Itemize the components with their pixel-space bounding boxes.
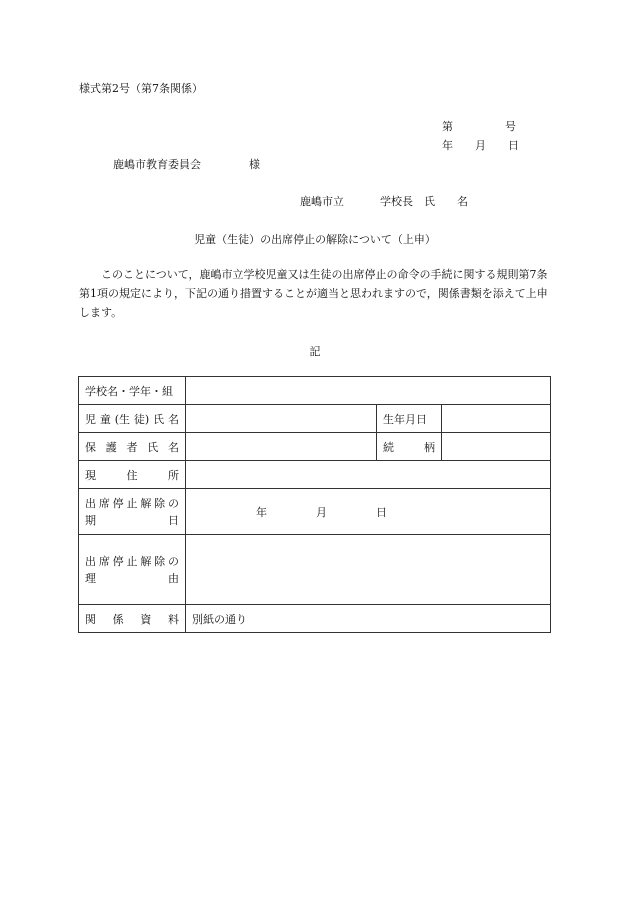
value-documents: 別紙の通り — [186, 605, 551, 633]
document-title: 児童（生徒）の出席停止の解除について（上申） — [194, 233, 436, 246]
sender-school: 鹿嶋市立 — [300, 195, 344, 208]
sender — [300, 193, 468, 209]
addressee — [113, 156, 260, 172]
row-guardian — [79, 433, 551, 461]
label-guardian-name: 保 護 者 氏 名 — [79, 433, 186, 461]
row-address — [79, 461, 551, 489]
addressee-honorific: 様 — [249, 158, 260, 171]
row-release-reason — [79, 535, 551, 605]
row-documents — [79, 605, 551, 633]
document-number — [442, 118, 516, 134]
info-table — [78, 376, 551, 633]
label-birthdate: 生年月日 — [377, 405, 442, 433]
sender-role: 学校長 氏 名 — [380, 195, 468, 208]
value-school-grade — [186, 377, 551, 405]
label-release-date: 出 席 停 止 解 除 の 期 日 — [79, 489, 186, 535]
row-student-name — [79, 405, 551, 433]
addressee-name: 鹿嶋市教育委員会 — [113, 158, 201, 171]
doc-number-prefix: 第 — [442, 120, 453, 133]
value-release-reason — [186, 535, 551, 605]
form-number: 様式第2号（第7条関係） — [79, 82, 203, 95]
body-paragraph: このことについて，鹿嶋市立学校児童又は生徒の出席停止の命令の手続に関する規則第7条第1項の規定により，下記の通り措置することが適当と思われますので，関係書類を添えて上申します。 — [79, 268, 548, 319]
doc-number-suffix: 号 — [505, 120, 516, 133]
value-student-name — [186, 405, 377, 433]
ki-heading: 記 — [309, 345, 321, 358]
date-month: 月 — [475, 139, 486, 152]
label-release-reason: 出 席 停 止 解 除 の 理 由 — [79, 535, 186, 605]
label-school-grade: 学校名・学年・組 — [79, 377, 186, 405]
label-student-name: 児 童 (生 徒) 氏 名 — [79, 405, 186, 433]
row-release-date — [79, 489, 551, 535]
value-birthdate — [442, 405, 551, 433]
label-relationship: 続 柄 — [377, 433, 442, 461]
row-school-grade — [79, 377, 551, 405]
date-year: 年 — [442, 139, 453, 152]
document-date — [442, 137, 519, 153]
value-address — [186, 461, 551, 489]
date-day: 日 — [508, 139, 519, 152]
value-guardian-name — [186, 433, 377, 461]
label-documents: 関 係 資 料 — [79, 605, 186, 633]
value-release-date: 年 月 日 — [186, 489, 551, 535]
value-relationship — [442, 433, 551, 461]
label-address: 現 住 所 — [79, 461, 186, 489]
